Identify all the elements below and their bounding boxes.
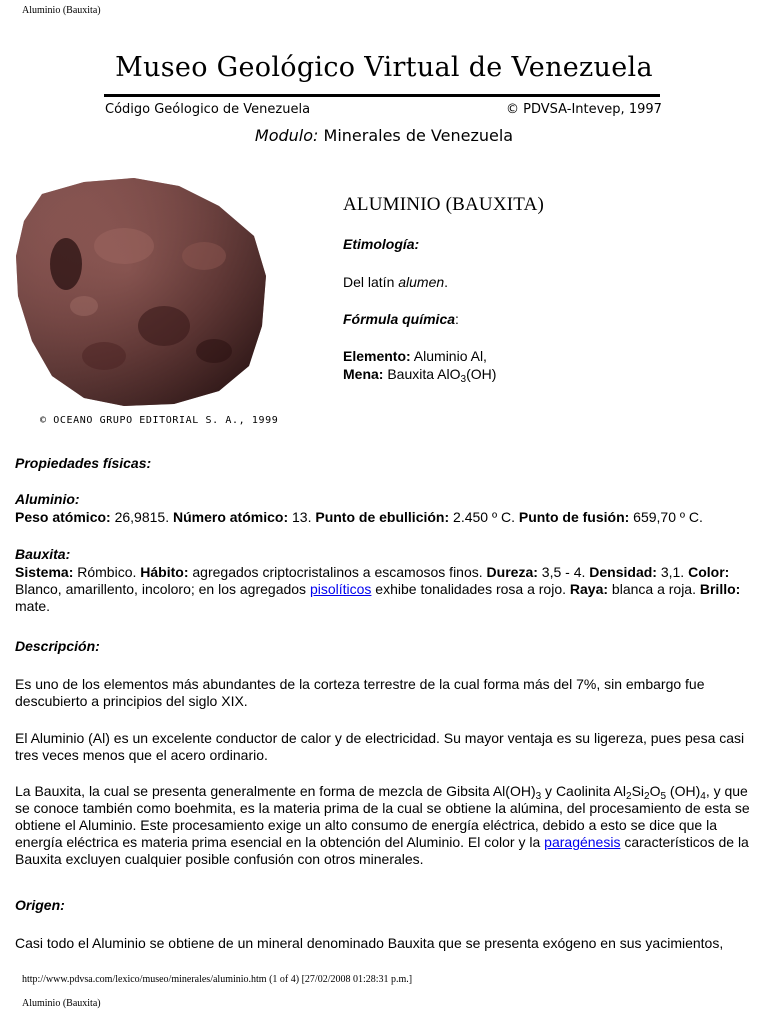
modulo-line: [0, 126, 768, 145]
p3-sub-2: 2: [626, 791, 632, 802]
museum-title: Museo Geológico Virtual de Venezuela: [115, 52, 653, 83]
formula-label: Fórmula química: [343, 311, 456, 327]
etimologia-label: Etimología:: [343, 236, 420, 252]
p3-sub-1: 3: [535, 791, 542, 802]
dureza-label: Dureza:: [486, 564, 538, 580]
formula-colon: :: [455, 311, 459, 327]
color-label: Color:: [688, 564, 730, 580]
etimologia-word: alumen: [398, 274, 445, 290]
print-header-title: Aluminio (Bauxita): [22, 5, 101, 16]
descripcion-heading: Descripción:: [15, 638, 100, 654]
descripcion-paragraph-1: Es uno de los elementos más abundantes de la corteza terrestre de la cual forma más del 7%, sin embargo fue descubierto a principios del siglo XIX.: [15, 676, 705, 709]
habito-value: agregados criptocristalinos a escamosos finos.: [188, 564, 487, 580]
elemento-line: [343, 348, 487, 365]
dureza-value: 3,5 - 4.: [537, 564, 590, 580]
fusion-value: 659,70 º C.: [629, 509, 703, 525]
descripcion-paragraph-2: El Aluminio (Al) es un excelente conductor de calor y de electricidad. Su mayor ventaja es su ligereza, pues pesa casi tres veces menos que el acero ordinario.: [15, 730, 745, 763]
habito-label: Hábito:: [140, 564, 189, 580]
origen-paragraph-1: Casi todo el Aluminio se obtiene de un mineral denominado Bauxita que se presenta exógeno en sus yacimientos,: [15, 935, 724, 951]
mena-value: Bauxita AlO: [383, 366, 461, 382]
fusion-label: Punto de fusión:: [518, 509, 630, 525]
elemento-value: Aluminio Al,: [410, 348, 487, 364]
print-footer-title: Aluminio (Bauxita): [22, 998, 101, 1009]
copyright-subtitle: © PDVSA-Intevep, 1997: [506, 102, 662, 117]
p3-sub-5: 4: [700, 791, 706, 802]
propiedades-heading: Propiedades físicas:: [15, 455, 152, 471]
mena-value-end: (OH): [466, 366, 497, 382]
modulo-label: Modulo:: [254, 126, 319, 145]
p3-text-d: O: [649, 783, 661, 799]
densidad-label: Densidad:: [589, 564, 657, 580]
raya-label: Raya:: [569, 581, 609, 597]
color-value: Blanco, amarillento, incoloro; en los agregados: [15, 581, 310, 597]
peso-value: 26,9815.: [110, 509, 173, 525]
p3-text-b: y Caolinita Al: [541, 783, 626, 799]
pisoliticos-link[interactable]: pisolíticos: [309, 581, 372, 597]
sistema-value: Rómbico.: [73, 564, 141, 580]
bauxita-properties: [15, 564, 755, 615]
numero-value: 13.: [288, 509, 316, 525]
brillo-label: Brillo:: [699, 581, 741, 597]
sistema-label: Sistema:: [15, 564, 74, 580]
print-footer-url: http://www.pdvsa.com/lexico/museo/minerales/aluminio.htm (1 of 4) [27/02/2008 01:28:31 p.m.]: [22, 974, 413, 985]
aluminio-heading: Aluminio:: [15, 491, 80, 507]
peso-label: Peso atómico:: [15, 509, 111, 525]
code-subtitle: Código Geólogico de Venezuela: [105, 102, 311, 117]
mineral-title: ALUMINIO (BAUXITA): [343, 194, 545, 215]
p3-text-e: (OH): [666, 783, 701, 799]
aluminio-properties: [15, 509, 755, 526]
image-credit: © OCEANO GRUPO EDITORIAL S. A., 1999: [40, 415, 279, 426]
brillo-value: mate.: [15, 598, 51, 614]
p3-text-g: característicos de la Bauxita excluyen cualquier posible confusión con otros minerales.: [15, 834, 749, 867]
p3-sub-4: 5: [660, 791, 667, 802]
numero-label: Número atómico:: [172, 509, 289, 525]
mena-subscript: 3: [460, 374, 467, 385]
etimologia-prefix: Del latín: [343, 274, 399, 290]
ebullicion-label: Punto de ebullición:: [315, 509, 450, 525]
descripcion-paragraph-3: [15, 783, 755, 868]
ebullicion-value: 2.450 º C.: [449, 509, 519, 525]
formula-label-line: [343, 311, 459, 328]
elemento-label: Elemento:: [343, 348, 411, 364]
origen-heading: Origen:: [15, 897, 65, 913]
p3-text-a: La Bauxita, la cual se presenta generalmente en forma de mezcla de Gibsita Al(OH): [15, 783, 536, 799]
p3-text-c: Si: [631, 783, 645, 799]
bauxite-rock-image: [14, 176, 270, 408]
p3-sub-3: 2: [644, 791, 650, 802]
mena-label: Mena:: [343, 366, 384, 382]
densidad-value: 3,1.: [656, 564, 689, 580]
etimologia-end: .: [444, 274, 449, 290]
raya-value: blanca a roja.: [608, 581, 700, 597]
banner-rule: [104, 94, 660, 97]
mena-line: [343, 366, 496, 383]
paragenesis-link[interactable]: paragénesis: [544, 834, 621, 850]
modulo-value: Minerales de Venezuela: [323, 126, 514, 145]
p3-text-f: , y que se conoce también como boehmita, es la materia prima de la cual se obtiene la alúmina, del procesamiento de esta se obtiene el Aluminio. Este procesamiento exige un alto consumo de energía eléctrica, debido a esto se dice que la energía eléctrica es materia prima esencial en la obtención del Aluminio. El color y la: [15, 783, 750, 850]
etimologia-text: [343, 274, 448, 291]
bauxita-heading: Bauxita:: [15, 546, 71, 562]
color-value-end: exhibe tonalidades rosa a rojo.: [371, 581, 570, 597]
